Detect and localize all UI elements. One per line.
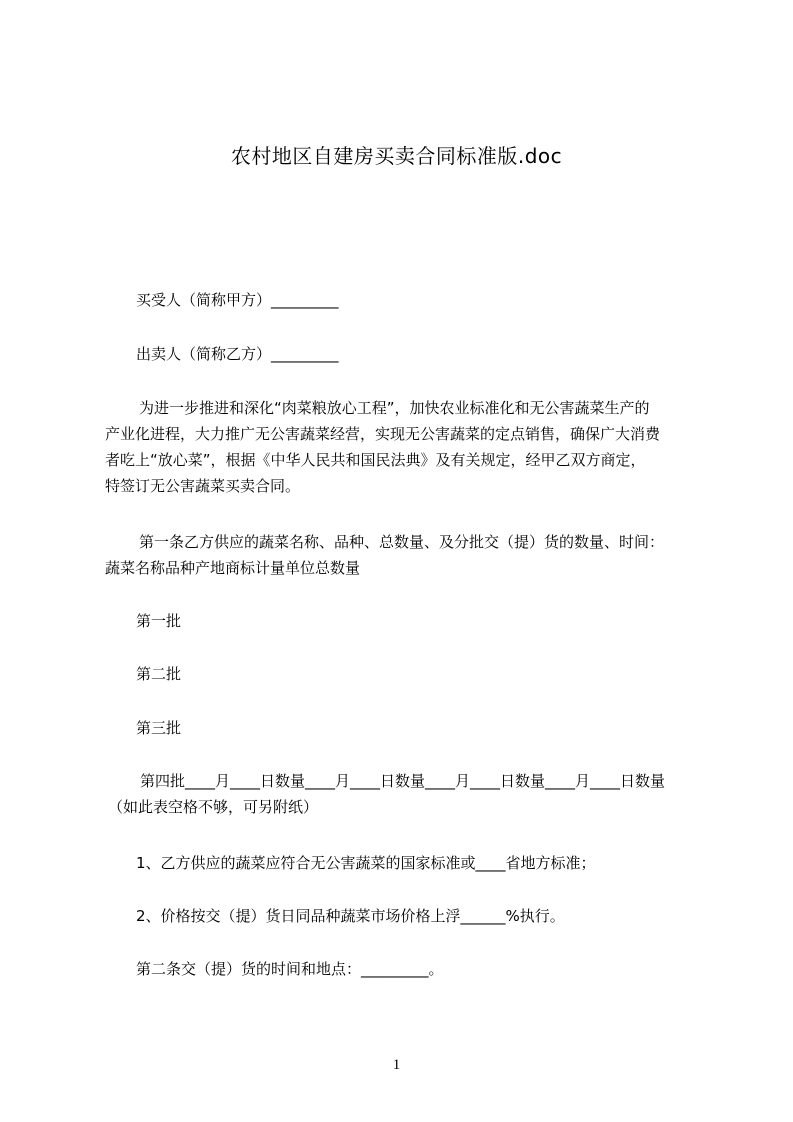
seller-line: 出卖人（简称乙方）_________ — [136, 345, 339, 363]
article-1-row-1: 第一条乙方供应的蔬菜名称、品种、总数量、及分批交（提）货的数量、时间： — [139, 533, 665, 551]
batch-3-label: 第三批 — [136, 719, 182, 737]
intro-row-2: 产业化进程，大力推广无公害蔬菜经营，实现无公害蔬菜的定点销售，确保广大消费 — [105, 425, 661, 443]
batch-2-label: 第二批 — [136, 665, 182, 683]
article-1-paragraph — [105, 529, 664, 581]
batch-4-row-2: （如此表空格不够，可另附纸） — [108, 798, 319, 816]
clause-2: 2、价格按交（提）货日同品种蔬菜市场价格上浮______%执行。 — [136, 907, 565, 925]
article-2: 第二条交（提）货的时间和地点：_________。 — [136, 960, 444, 978]
intro-row-4: 特签订无公害蔬菜买卖合同。 — [105, 477, 301, 495]
document-title: 农村地区自建房买卖合同标准版.doc — [230, 144, 563, 168]
batch-1-label: 第一批 — [136, 612, 182, 630]
clause-1: 1、乙方供应的蔬菜应符合无公害蔬菜的国家标准或____省地方标准； — [136, 854, 596, 872]
page-number: 1 — [392, 1057, 401, 1073]
batch-4-paragraph — [108, 768, 665, 820]
article-1-row-2: 蔬菜名称品种产地商标计量单位总数量 — [105, 559, 361, 577]
intro-paragraph — [105, 395, 660, 499]
buyer-line: 买受人（简称甲方）_________ — [136, 291, 339, 309]
intro-row-3: 者吃上“放心菜”，根据《中华人民共和国民法典》及有关规定，经甲乙双方商定， — [105, 451, 646, 469]
batch-4-row-1: 第四批____月____日数量____月____日数量____月____日数量____月____日数量 — [140, 772, 666, 790]
intro-row-1: 为进一步推进和深化“肉菜粮放心工程”，加快农业标准化和无公害蔬菜生产的 — [139, 399, 650, 417]
